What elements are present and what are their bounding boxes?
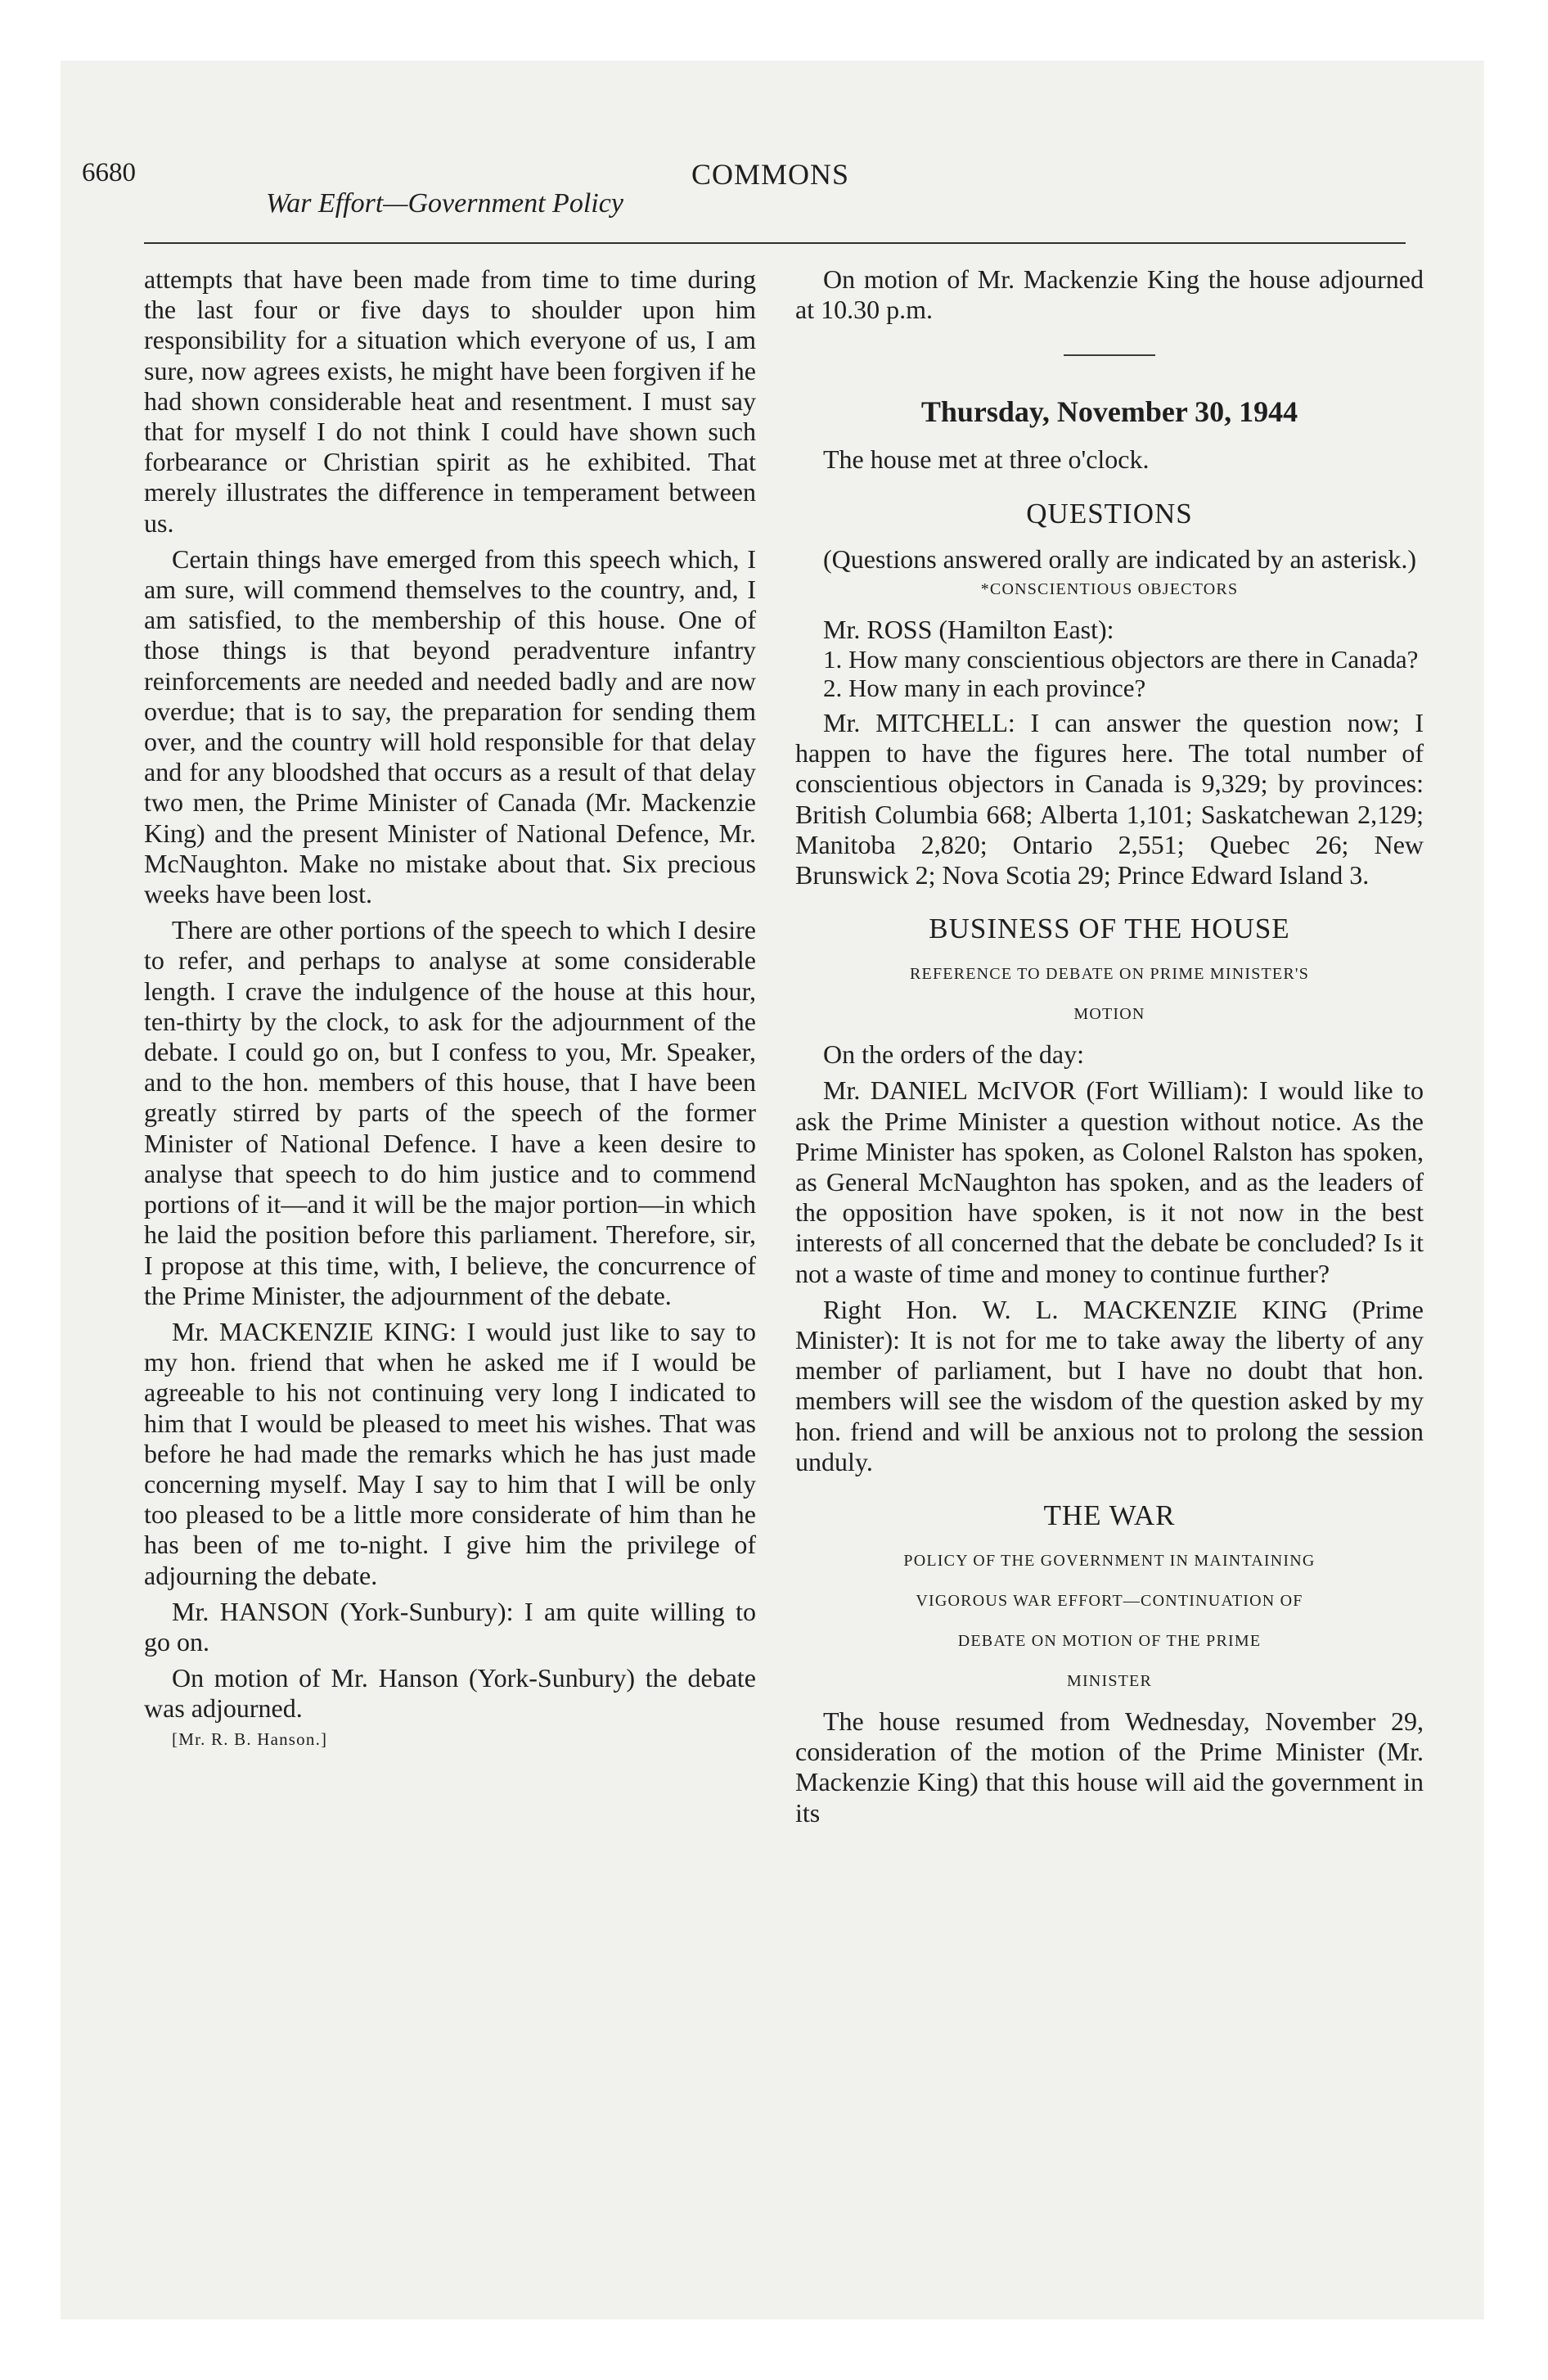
left-paragraph-6: On motion of Mr. Hanson (York-Sunbury) the debate was adjourned.	[144, 1663, 756, 1724]
date-separator-rule	[1064, 354, 1155, 356]
ross-question-speaker: Mr. ROSS (Hamilton East):	[823, 614, 1114, 644]
business-heading: BUSINESS OF THE HOUSE	[929, 913, 1290, 945]
war-subheading-line-2: VIGOROUS WAR EFFORT—CONTINUATION OF	[916, 1592, 1303, 1611]
left-paragraph-4: Mr. MACKENZIE KING: I would just like to say to my hon. friend that when he asked me if I would be agreeable to his not continuing very long I indicated to him that I would be pleased to meet his wishes. That was before he had made the remarks which he has just made concerning myself. May I say to him that I will be only too pleased to be a little more considerate of him than he has been of me to-night. I give him the privilege of adjourning the debate.	[144, 1316, 756, 1590]
war-heading: THE WAR	[1043, 1499, 1176, 1532]
left-column	[144, 264, 756, 1755]
mitchell-answer: Mr. MITCHELL: I can answer the question now; I happen to have the figures here. The total number of conscientious objectors in Canada is 9,329; by provinces: British Columbia 668; Alberta 1,101; Saskatchewan 2,129; Manitoba 2,820; Ontario 2,551; Quebec 26; New Brunswick 2; Nova Scotia 29; Prince Edward Island 3.	[795, 708, 1424, 890]
page-header	[82, 97, 1407, 260]
running-head: War Effort—Government Policy	[266, 188, 623, 219]
question-1: 1. How many conscientious objectors are there in Canada?	[823, 645, 1419, 674]
questions-note: (Questions answered orally are indicated by an asterisk.)	[823, 543, 1417, 574]
debate-resumed-text: The house resumed from Wednesday, November 29, consideration of the motion of the Prime Minister (Mr. Mackenzie King) that this house will aid the government in its	[795, 1706, 1424, 1828]
left-paragraph-3: There are other portions of the speech to which I desire to refer, and perhaps to analyse at some considerable length. I crave the indulgence of the house at this hour, ten-thirty by the clock, to ask for the adjournment of the debate. I could go on, but I confess to you, Mr. Speaker, and to the hon. members of this house, that I have been greatly stirred by parts of the speech of the former Minister of National Defence. I have a keen desire to analyse that speech to do him justice and to commend portions of it—and it will be the major portion—in which he laid the position before this parliament. Therefore, sir, I propose at this time, with, I believe, the concurrence of the Prime Minister, the adjournment of the debate.	[144, 915, 756, 1310]
speaker-note: [Mr. R. B. Hanson.]	[172, 1729, 328, 1749]
mcivor-question: Mr. DANIEL McIVOR (Fort William): I would like to ask the Prime Minister a question without notice. As the Prime Minister has spoken, as Colonel Ralston has spoken, as General McNaughton has spoken, and as the leaders of the opposition have spoken, is it not now in the best interests of all concerned that the debate be concluded? Is it not a waste of time and money to continue further?	[795, 1075, 1424, 1288]
questions-heading: QUESTIONS	[1026, 497, 1193, 530]
header-rule	[144, 242, 1406, 244]
business-subheading-line-2: MOTION	[1073, 1005, 1145, 1024]
date-heading: Thursday, November 30, 1944	[920, 395, 1298, 429]
business-subheading-line-1: REFERENCE TO DEBATE ON PRIME MINISTER'S	[909, 965, 1310, 984]
question-2: 2. How many in each province?	[823, 674, 1146, 703]
left-paragraph-1: attempts that have been made from time to time during the last four or five days to shoulder upon him responsibility for a situation which everyone of us, I am sure, now agrees exists, he might have been forgiven if he had shown considerable heat and resentment. I must say that for myself I do not think I could have shown such forbearance or Christian spirit as he exhibited. That merely illustrates the difference in temperament between us.	[144, 264, 756, 538]
conscientious-objectors-heading: *CONSCIENTIOUS OBJECTORS	[980, 579, 1239, 598]
left-paragraph-5: Mr. HANSON (York-Sunbury): I am quite willing to go on.	[144, 1596, 756, 1657]
left-paragraph-2: Certain things have emerged from this speech which, I am sure, will commend themselves to the country, and, I am satisfied, to the membership of this house. One of those things is that beyond peradventure infantry reinforcements are needed and needed badly and are now overdue; that is to say, the preparation for sending them over, and the country will hold responsible for that delay and for any bloodshed that occurs as a result of that delay two men, the Prime Minister of Canada (Mr. Mackenzie King) and the present Minister of National Defence, Mr. McNaughton. Make no mistake about that. Six precious weeks have been lost.	[144, 543, 756, 909]
king-reply: Right Hon. W. L. MACKENZIE KING (Prime Minister): It is not for me to take away the liberty of any member of parliament, but I have no doubt that hon. members will see the wisdom of the question asked by my hon. friend and will be anxious not to prolong the session unduly.	[795, 1294, 1424, 1476]
adjournment-text: On motion of Mr. Mackenzie King the house adjourned at 10.30 p.m.	[795, 264, 1424, 325]
chamber-title: COMMONS	[691, 158, 850, 191]
orders-text: On the orders of the day:	[823, 1039, 1085, 1070]
war-subheading-line-1: POLICY OF THE GOVERNMENT IN MAINTAINING	[903, 1552, 1316, 1571]
war-subheading-line-4: MINISTER	[1066, 1672, 1153, 1691]
right-column	[795, 264, 1424, 1828]
house-met-text: The house met at three o'clock.	[823, 444, 1150, 475]
page-number: 6680	[82, 158, 136, 187]
war-subheading-line-3: DEBATE ON MOTION OF THE PRIME	[957, 1632, 1262, 1651]
